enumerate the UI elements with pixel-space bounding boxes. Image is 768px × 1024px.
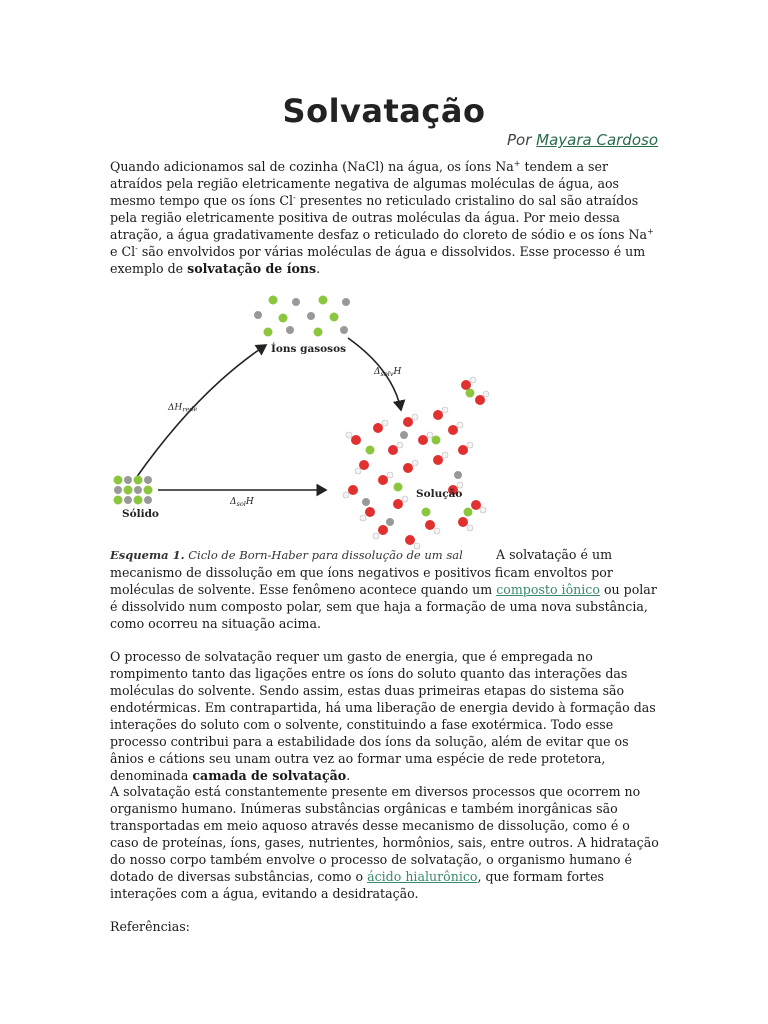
p1-text-b: tendem a ser atraídos pela região eletricamente negativa de algumas moléculas de água, aos mesmo tempo que os íons Cl bbox=[110, 159, 620, 208]
caption-bold: Esquema 1. bbox=[110, 548, 185, 562]
label-delta-solv-h-letter: H bbox=[393, 367, 402, 377]
label-gaseous-ions: Íons gasosos bbox=[271, 343, 347, 355]
page-title: Solvatação bbox=[282, 92, 486, 130]
p3-text: O processo de solvatação requer um gasto de energia, que é empregada no rompimento tanto das ligações entre os íons do soluto quanto das interações das moléculas do solvente. Sendo assim, estas duas primeiras etapas do sistema são endotérmicas. Em contrapartida, há uma liberação de energia devido à formação das interações do soluto com o solvente, constituindo a fase exotérmica. Todo esse processo contribui para a estabilidade dos íons da solução, além de evitar que os ânios e cátions seu unam outra vez ao formar uma espécie de rede protetora, denominada bbox=[110, 649, 656, 783]
author-link[interactable]: Mayara Cardoso bbox=[536, 131, 658, 149]
references-heading: Referências: bbox=[110, 919, 190, 934]
figure-caption bbox=[110, 547, 496, 564]
label-delta-solv-h bbox=[373, 367, 402, 378]
label-delta-solv-main: Δ bbox=[374, 367, 381, 377]
solid-crystal bbox=[114, 476, 153, 505]
solution-cluster bbox=[343, 377, 489, 549]
label-solution: Solução bbox=[416, 488, 463, 500]
arrow-lattice bbox=[136, 345, 266, 478]
label-delta-sol-main: Δ bbox=[230, 497, 237, 507]
label-delta-h-rede-main: ΔH bbox=[167, 402, 183, 413]
label-delta-sol-h bbox=[229, 497, 254, 508]
paragraph-organism bbox=[110, 783, 662, 902]
p1-bold: solvatação de íons bbox=[187, 261, 317, 276]
p1-sup-a: + bbox=[513, 158, 521, 168]
born-haber-figure bbox=[108, 290, 496, 562]
label-solid: Sólido bbox=[122, 508, 159, 520]
p2-text-b: ou polar é dissolvido num composto polar, sem que haja a formação de uma nova substância, como ocorreu na situação acima. bbox=[110, 582, 657, 631]
p4-text-b: , que formam fortes interações com a água, evitando a desidratação. bbox=[110, 869, 605, 901]
p4-text-a: A solvatação está constantemente presente em diversos processos que ocorrem no organismo humano. Inúmeras substâncias orgânicas e também inorgânicas são transportadas em meio aquoso através desse mecanismo de dissolução, como é o caso de proteínas, íons, gases, nutrientes, hormônios, sais, entre outros. A hidratação do nosso corpo também envolve o processo de solvatação, o organismo humano é dotado de diversas substâncias, como o bbox=[110, 784, 659, 884]
p3-end: . bbox=[346, 768, 351, 783]
p1-sup-d: - bbox=[135, 243, 138, 253]
born-haber-diagram bbox=[108, 290, 496, 562]
paragraph-definition bbox=[110, 546, 662, 632]
label-delta-sol-h-letter: H bbox=[245, 497, 254, 507]
label-delta-solv-sub: solv bbox=[380, 370, 394, 378]
gaseous-ions-cluster bbox=[254, 296, 350, 337]
p1-sup-c: + bbox=[647, 226, 654, 236]
byline bbox=[507, 131, 658, 149]
label-delta-h-rede-sub: rede bbox=[182, 404, 198, 414]
p2-text-a: A solvatação é um mecanismo de dissolução em que íons negativos e positivos ficam envoltos por moléculas de solvente. Esse fenômeno acontece quando um bbox=[110, 547, 613, 597]
p3-bold: camada de solvatação bbox=[192, 768, 347, 783]
label-delta-sol-sub: sol bbox=[236, 500, 246, 508]
p1-text-d: e Cl bbox=[110, 244, 136, 259]
caption-text: Ciclo de Born-Haber para dissolução de um sal bbox=[184, 548, 463, 562]
p1-text-c: presentes no reticulado cristalino do sal são atraídos pela região eletricamente positiva de outras moléculas da água. Por meio dessa atração, a água gradativamente desfaz o reticulado do cloreto de sódio e os íons Na bbox=[110, 193, 648, 242]
label-delta-h-rede bbox=[167, 402, 198, 414]
paragraph-energy bbox=[110, 648, 662, 784]
byline-prefix: Por bbox=[506, 131, 532, 149]
p1-text-e: são envolvidos por várias moléculas de água e dissolvidos. Esse processo é um exemplo de bbox=[110, 244, 646, 276]
p1-text-a: Quando adicionamos sal de cozinha (NaCl) na água, os íons Na bbox=[110, 159, 514, 174]
paragraph-intro bbox=[110, 158, 662, 277]
p1-end: . bbox=[316, 261, 321, 276]
link-acido-hialuronico[interactable]: ácido hialurônico bbox=[367, 869, 478, 884]
p1-sup-b: - bbox=[293, 192, 296, 202]
link-composto-ionico[interactable]: composto iônico bbox=[496, 582, 600, 597]
